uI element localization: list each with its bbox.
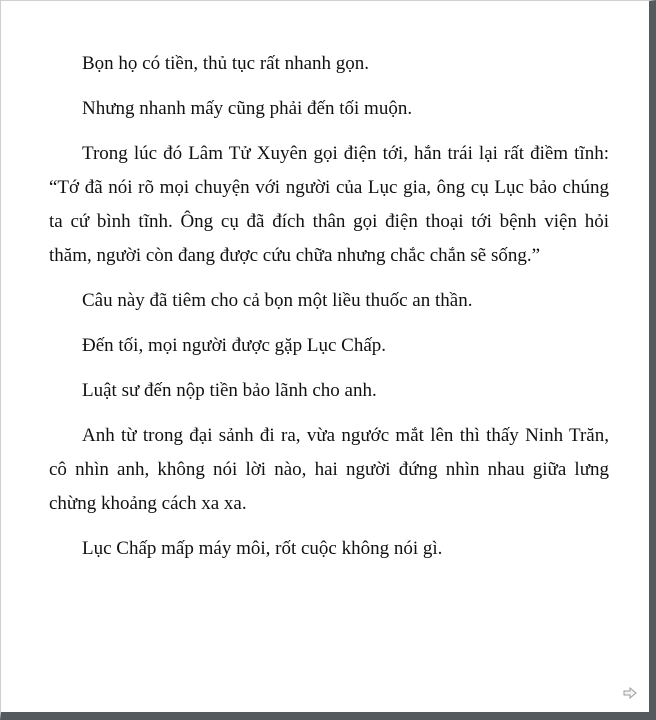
paragraph-3: Trong lúc đó Lâm Tử Xuyên gọi điện tới, hắn trái lại rất điềm tĩnh: “Tớ đã nói rõ mọi chuyện với người của Lục gia, ông cụ Lục bảo chúng ta cứ bình tĩnh. Ông cụ đã đích thân gọi điện thoại tới bệnh viện hỏi thăm, người còn đang được cứu chữa nhưng chắc chắn sẽ sống.”: [49, 143, 609, 266]
paragraph-7: Anh từ trong đại sảnh đi ra, vừa ngước mắt lên thì thấy Ninh Trăn, cô nhìn anh, không nói lời nào, hai người đứng nhìn nhau giữa lưng chừng khoảng cách xa xa.: [49, 425, 609, 514]
arrow-right-icon[interactable]: [623, 686, 637, 698]
paragraph-5: Đến tối, mọi người được gặp Lục Chấp.: [82, 335, 386, 356]
paragraph-4: Câu này đã tiêm cho cả bọn một liều thuốc an thần.: [82, 290, 473, 311]
paragraph-1: Bọn họ có tiền, thủ tục rất nhanh gọn.: [82, 53, 370, 74]
document-page: [49, 47, 609, 577]
paragraph-6: Luật sư đến nộp tiền bảo lãnh cho anh.: [82, 380, 377, 401]
paragraph-2: Nhưng nhanh mấy cũng phải đến tối muộn.: [82, 98, 413, 119]
paragraph-8: Lục Chấp mấp máy môi, rốt cuộc không nói gì.: [82, 538, 443, 559]
